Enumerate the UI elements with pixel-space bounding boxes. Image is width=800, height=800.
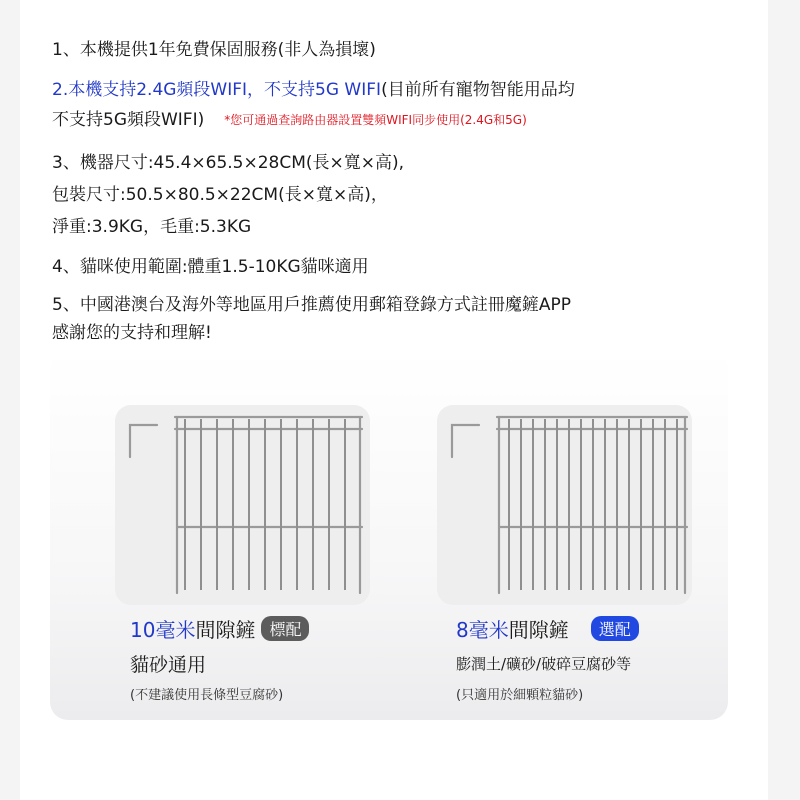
standard-badge: 標配	[261, 616, 309, 641]
scoop-card-8mm	[437, 405, 692, 605]
spec-wifi-continued	[52, 105, 527, 135]
scoop-10mm-name: 間隙鏟	[195, 618, 256, 642]
scoop-rack-10mm-image	[115, 405, 370, 605]
spec-wifi-support: 2.本機支持2.4G頻段WIFI，不支持5G WIFI	[52, 80, 382, 100]
scoop-10mm-subtitle: 貓砂通用	[130, 654, 207, 676]
scoop-8mm-note: (只適用於細顆粒貓砂)	[456, 688, 584, 703]
scoop-card-10mm	[115, 405, 370, 605]
spec-region-note: 5、中國港澳台及海外等地區用戶推薦使用郵箱登錄方式註冊魔鏟APP	[52, 295, 571, 315]
spec-weight: 淨重:3.9KG，毛重:5.3KG	[52, 217, 252, 237]
scoop-8mm-title	[456, 614, 639, 643]
scoop-8mm-subtitle: 膨潤土/礦砂/破碎豆腐砂等	[456, 655, 632, 673]
spec-thanks: 感謝您的支持和理解!	[52, 323, 212, 343]
scoop-8mm-size: 8毫米	[456, 618, 509, 642]
scoop-10mm-size: 10毫米	[130, 618, 196, 642]
optional-badge: 選配	[591, 616, 639, 641]
spec-warranty: 1、本機提供1年免費保固服務(非人為損壞)	[52, 40, 376, 60]
scoop-10mm-note: (不建議使用長條型豆腐砂)	[130, 688, 284, 703]
spec-wifi	[52, 75, 575, 105]
scoop-rack-8mm-image	[437, 405, 692, 605]
spec-cat-range: 4、貓咪使用範圍:體重1.5-10KG貓咪適用	[52, 257, 369, 277]
spec-wifi-note: (目前所有寵物智能用品均	[381, 80, 575, 100]
scoop-8mm-name: 間隙鏟	[508, 618, 569, 642]
spec-machine-size: 3、機器尺寸:45.4×65.5×28CM(長×寬×高),	[52, 153, 405, 173]
spec-router-tip: *您可通過查詢路由器設置雙頻WIFI同步使用(2.4G和5G)	[224, 113, 527, 127]
spec-package-size: 包裝尺寸:50.5×80.5×22CM(長×寬×高)，	[52, 185, 388, 205]
scoop-10mm-title	[130, 614, 309, 643]
spec-wifi-5g: 不支持5G頻段WIFI)	[52, 110, 205, 130]
